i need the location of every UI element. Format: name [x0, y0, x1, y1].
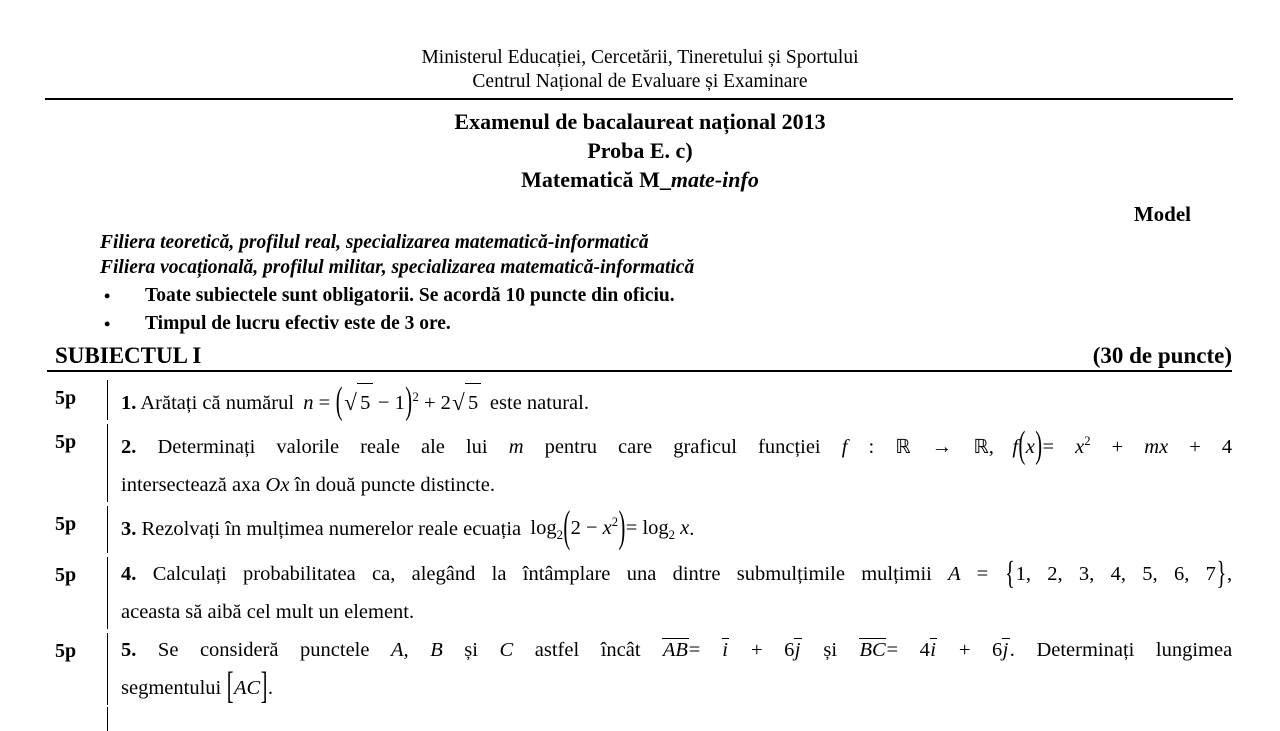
item-number: 4. [121, 562, 137, 585]
item-points: 5p [55, 430, 77, 453]
filiera-line-1: Filiera teoretică, profilul real, specializarea matematică-informatică [100, 232, 649, 253]
section-header [55, 342, 1232, 370]
filiera-block [0, 230, 1280, 280]
item-formula: n = (√ 5 − 1)$^2$ + 2√ 5 [303, 392, 480, 414]
item-number: 2. [121, 435, 137, 458]
header-divider-rule [45, 98, 1233, 100]
exercise-item-3 [0, 504, 1280, 555]
exam-title-block [0, 107, 1280, 194]
subject-label: Matematică [521, 167, 640, 192]
list-item [0, 310, 1280, 338]
exam-proba: Proba E. c) [587, 138, 693, 163]
item-text-line-2: aceasta să aibă cel mult un element. [121, 600, 415, 623]
section-points: (30 de puncte) [1092, 343, 1232, 368]
bullet-icon: • [104, 314, 111, 334]
item-body [108, 631, 1280, 707]
item-points: 5p [55, 512, 77, 535]
exercise-item-1 [0, 378, 1280, 422]
item-text-before: Arătați că numărul [140, 391, 295, 414]
item-body [108, 504, 1280, 555]
exercise-item-4 [0, 555, 1280, 631]
item-points: 5p [55, 563, 77, 586]
item-formula-bc: BC= 4i + 6j [859, 638, 1009, 661]
item-formula-ac: [AC] [226, 666, 268, 708]
item-points: 5p [55, 387, 77, 409]
exercise-item-2 [0, 422, 1280, 504]
item-points: 5p [55, 639, 77, 662]
model-label: Model [1133, 202, 1191, 226]
notes-list [0, 282, 1280, 338]
item-formula: $\log_2(2 - x^2)= \log_2 x$ [530, 504, 690, 552]
bullet-icon: • [104, 286, 111, 306]
exercise-item-5 [0, 631, 1280, 707]
subject-prefix: M_ [639, 167, 671, 192]
item-text-line-2: segmentului [AC]. [121, 666, 273, 708]
item-text-line-2: intersectează axa Ox în două puncte distincte. [121, 473, 495, 496]
section-divider-rule [47, 370, 1232, 372]
ministry-line-2: Centrul Național de Evaluare și Examinare [472, 71, 808, 92]
ministry-line-1: Ministerul Educației, Cercetării, Tineretului și Sportului [421, 47, 859, 68]
item-text-line-1: 2. Determinați valorile reale ale lui m pentru care graficul funcției f : ℝ → ℝ, $f(x)= x^2$ + mx + 4 [121, 425, 1233, 467]
subject-name: mate-info [670, 167, 759, 192]
item-number: 5. [121, 638, 137, 661]
note-text: Timpul de lucru efectiv este de 3 ore. [145, 313, 451, 334]
filiera-line-2: Filiera vocațională, profilul militar, specializarea matematică-informatică [100, 257, 695, 278]
item-text [121, 378, 1232, 422]
item-number: 1. [121, 391, 137, 414]
item-rule-continuation [107, 707, 108, 731]
ministry-header [0, 0, 1280, 94]
item-formula: A = {1, 2, 3, 4, 5, 6, 7} [948, 555, 1227, 592]
items-list [0, 378, 1280, 731]
section-title: SUBIECTUL I [55, 343, 202, 368]
item-body [108, 555, 1280, 631]
item-text-line-1: 4. Calculați probabilitatea ca, alegând la întâmplare una dintre submulțimile mulțimii A = {1, 2, 3, 4, 5, 6, 7}, [121, 555, 1233, 592]
item-formula: f : ℝ → ℝ, $f(x)= x^2$ + mx + 4 [841, 425, 1233, 467]
item-body [108, 422, 1280, 504]
item-text-after: este natural. [489, 391, 589, 414]
item-body [108, 378, 1280, 422]
item-text-line-1: 5. Se consideră punctele A, B și C astfel încât AB= i + 6j și BC= 4i + 6j. Determinați lungimea [121, 638, 1233, 661]
list-item [0, 282, 1280, 310]
exam-title: Examenul de bacalaureat național 2013 [454, 109, 826, 134]
item-text: 3. Rezolvați în mulțimea numerelor reale ecuația $\log_2(2 - x^2)= \log_2 x$. [121, 504, 695, 552]
item-number: 3. [121, 517, 137, 540]
note-text: Toate subiectele sunt obligatorii. Se acordă 10 puncte din oficiu. [145, 285, 675, 306]
item-formula-ab: AB= i + 6j [662, 638, 801, 661]
exam-subject [0, 165, 1280, 194]
